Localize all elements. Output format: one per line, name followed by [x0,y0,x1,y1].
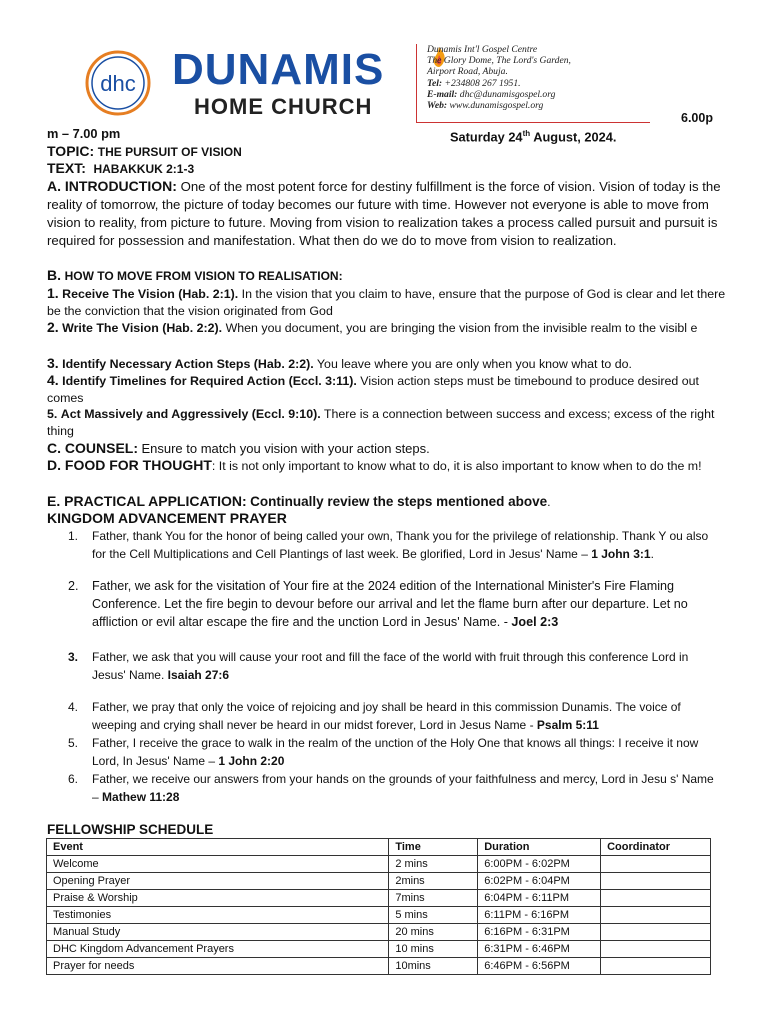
contact-block [416,44,650,122]
contact-tel: Tel: +234808 267 1951. [427,77,521,89]
food-for-thought: D. FOOD FOR THOUGHT: It is not only important to know what to do, it is also important to know when to do the m! [47,457,702,473]
table-row [47,907,711,924]
table-cell: 20 mins [389,924,478,941]
table-row [47,941,711,958]
schedule-heading: FELLOWSHIP SCHEDULE [47,822,214,837]
column-header: Event [47,839,389,856]
header-divider [416,122,650,123]
table-cell [601,856,711,873]
contact-email: E-mail: dhc@dunamisgospel.org [427,88,556,100]
introduction-paragraph: A. INTRODUCTION: One of the most potent force for destiny fulfillment is the force of vision. Vision of today is the reality of tomorrow, the picture of today becomes our future with time. However not everyone is able to move from vision to reality, from picture to future. Moving from vision to realization takes a process called pursuit and pursuit is required for possession and manifestation. What then do we do to move from vision to realization. [47,178,721,248]
table-row [47,873,711,890]
table-cell: 6:46PM - 6:56PM [478,958,601,975]
table-cell: Praise & Worship [47,890,389,907]
counsel-line: C. COUNSEL: Ensure to match you vision with your action steps. [47,440,430,456]
table-cell: 10mins [389,958,478,975]
table-cell: Prayer for needs [47,958,389,975]
table-cell: 6:16PM - 6:31PM [478,924,601,941]
topic-line: TOPIC: THE PURSUIT OF VISION [47,143,242,159]
section-b-heading: B. HOW TO MOVE FROM VISION TO REALISATION: [47,267,343,283]
table-cell: 5 mins [389,907,478,924]
table-cell: 6:02PM - 6:04PM [478,873,601,890]
step-item: 5. Act Massively and Aggressively (Eccl. 9:10). There is a connection between success and excess; excess of the right thing [47,407,715,438]
logo-text: dhc [100,71,136,96]
table-cell [601,941,711,958]
table-cell: 2 mins [389,856,478,873]
table-cell: 6:11PM - 6:16PM [478,907,601,924]
table-row [47,890,711,907]
table-row [47,958,711,975]
table-cell: Welcome [47,856,389,873]
letterhead [82,44,650,124]
table-cell [601,907,711,924]
table-row [47,924,711,941]
dhc-logo [84,49,152,117]
table-cell [601,958,711,975]
kingdom-heading: KINGDOM ADVANCEMENT PRAYER [47,510,287,526]
time-end: m – 7.00 pm [47,126,121,141]
table-cell: Testimonies [47,907,389,924]
contact-line: The Glory Dome, The Lord's Garden, [427,55,571,67]
step-item: 2. Write The Vision (Hab. 2:2). When you document, you are bringing the vision from the invisible realm to the visibl e [47,319,698,335]
table-cell: Manual Study [47,924,389,941]
brand-subtitle: HOME CHURCH [194,94,373,119]
text-line: TEXT: HABAKKUK 2:1-3 [47,160,195,176]
contact-web: Web: www.dunamisgospel.org [427,100,544,112]
table-header-row [47,839,711,856]
table-cell: 6:00PM - 6:02PM [478,856,601,873]
column-header: Coordinator [601,839,711,856]
step-item: 4. Identify Timelines for Required Action (Eccl. 3:11). Vision action steps must be timebound to produce desired out comes [47,372,699,405]
event-date: Saturday 24th August, 2024. [450,129,617,145]
document-page: dhc DUNAMIS HOME CHURCH Dunamis Int'l Gospel Centre The Glory Dome, The Lord's Garden, Airport Road, Abuja. Tel: +234808 267 1951. E-mail: dhc@dunamisgospel.org Web: www.dunamisgospel.org 6.00p m – 7.00 pm Saturday 24th August, 2024. TOPIC: THE PURSUIT OF VISION TEXT: HABAKKUK 2:1-3 A. INTRODUCTION: One of the most potent force for destiny fulfillment is the force of vision. Vision of today is the reality of tomorrow, the picture of today becomes our future with time. However not everyone is able to move from vision to reality, from picture to future. Moving from vision to realization takes a process called pursuit and pursuit is required for possession and manifestation. What then do we do to move from vision to realization. B. HOW TO MOVE FROM VISION TO REALISATION: 1. Receive The Vision (Hab. 2:1). In the vision that you claim to have, ensure that the purpose of God is clear and let there be the conviction that the vision originated from God 2. Write The Vision (Hab. 2:2). When you document, you are bringing the vision from the invisible realm to the visibl e 3. Identify Necessary Action Steps (Hab. 2:2). You leave where you are only when you know what to do. 4. Identify Timelines for Required Action (Eccl. 3:11). Vision action steps must be timebound to produce desired out comes 5. Act Massively and Aggressively (Eccl. 9:10). There is a connection between success and excess; excess of the right thing C. COUNSEL: Ensure to match you vision with your action steps. D. FOOD FOR THOUGHT: It is not only important to know what to do, it is also important to know when to do the m! E. PRACTICAL APPLICATION: Continually review the steps mentioned above. KINGDOM ADVANCEMENT PRAYER 1. Father, thank You for the honor of being called your own, Thank you for the privilege of relationship. Thank Y ou also for the Cell Multiplications and Cell Plantings of last week. Be glorified, Lord in Jesus' Name – 1 John 3:1. 2. Father, we ask for the visitation of Your fire at the 2024 edition of the International Minister's Fire Flaming Conference. Let the fire begin to devour before our arrival and let the flame burn after our departure. Let no affliction or evil altar escape the fire and the unction Lord in Jesus' Name. - Joel 2:3 3. Father, we ask that you will cause your root and fill the face of the world with fruit through this conference Lord in Jesus' Name. Isaiah 27:6 4. Father, we pray that only the voice of rejoicing and joy shall be heard in this commission Dunamis. The voice of weeping and crying shall never be heard in our midst forever, Lord in Jesus Name - Psalm 5:11 5. Father, I receive the grace to walk in the realm of the unction of the Holy One that knows all things: I receive it now Lord, In Jesus' Name – 1 John 2:20 6. Father, we receive our answers from your hands on the grounds of your faithfulness and mercy, Lord in Jesu s' Name – Mathew 11:28 FELLOWSHIP SCHEDULE Event Time Duration Coordinator Welcome 2 mins 6:00PM - 6:02PM Opening Prayer 2mins 6:02PM - 6:04PM Praise & Worship 7mins 6:04PM - 6:11PM Testimonies 5 mins 6:11PM - 6:16PM Manual Study 20 mins 6:16PM - 6:31PM DHC Kingdom Advancement Prayers 10 mins 6:31PM - 6:46PM Prayer for needs 10mins 6:46PM - 6:56PM [0,0,768,1024]
table-cell: 2mins [389,873,478,890]
table-cell: DHC Kingdom Advancement Prayers [47,941,389,958]
table-cell: 7mins [389,890,478,907]
table-cell: 10 mins [389,941,478,958]
table-cell: 6:31PM - 6:46PM [478,941,601,958]
table-cell: 6:04PM - 6:11PM [478,890,601,907]
table-cell [601,873,711,890]
step-item: 1. Receive The Vision (Hab. 2:1). In the vision that you claim to have, ensure that the purpose of God is clear and let there be the conviction that the vision originated from God [47,285,726,318]
step-item: 3. Identify Necessary Action Steps (Hab. 2:2). You leave where you are only when you know what to do. [47,355,632,371]
table-cell: Opening Prayer [47,873,389,890]
time-start: 6.00p [681,111,713,125]
practical-application: E. PRACTICAL APPLICATION: Continually review the steps mentioned above. [47,493,551,509]
table-cell [601,890,711,907]
contact-line: Dunamis Int'l Gospel Centre [427,44,538,55]
column-header: Time [389,839,478,856]
contact-line: Airport Road, Abuja. [427,66,508,78]
table-cell [601,924,711,941]
column-header: Duration [478,839,601,856]
brand-name: DUNAMIS [172,45,385,94]
schedule-table [46,838,711,975]
table-row [47,856,711,873]
